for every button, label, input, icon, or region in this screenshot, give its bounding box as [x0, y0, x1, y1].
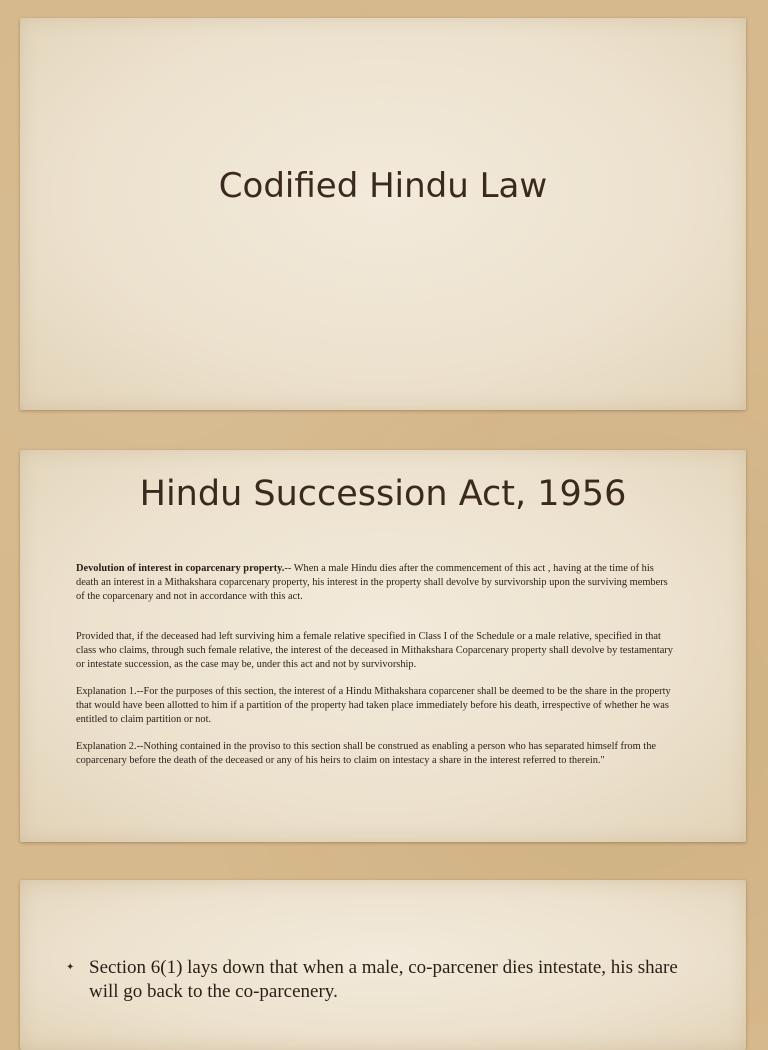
paragraph-explanation-1: Explanation 1.--For the purposes of this section, the interest of a Hindu Mithakshara coparcener shall be deemed to be the share in the property that would have been allotted to him if a partition of the property had taken place immediately before his death, irrespective of whether he was entitled to claim partition or not.	[76, 686, 671, 725]
bullet-text: Section 6(1) lays down that when a male, co-parcener dies intestate, his share will go back to the co-parcenery.	[89, 957, 678, 1002]
slide-2-body	[76, 562, 676, 781]
slide-3	[20, 880, 746, 1050]
paragraph-lead: Devolution of interest in coparcenary property.	[76, 563, 285, 574]
slide-2	[20, 450, 746, 842]
list-item	[66, 956, 706, 1004]
paragraph-text: -- When a male Hindu dies after the commencement of this act , having at the time of his death an interest in a Mithakshara coparcenary property, his interest in the property shall devolve by survivorship upon the surviving members of the coparcenary and not in accordance with this act.	[76, 563, 668, 602]
bullet-list	[66, 956, 706, 1022]
slide-1	[20, 18, 746, 410]
diamond-bullet-icon: ✦	[66, 962, 75, 973]
paragraph-explanation-2: Explanation 2.--Nothing contained in the proviso to this section shall be construed as enabling a person who has separated himself from the coparcenary before the death of the deceased or any of his heirs to claim on intestacy a share in the interest referred to therein."	[76, 741, 657, 766]
slide-2-title: Hindu Succession Act, 1956	[139, 474, 627, 514]
slide-1-title: Codified Hindu Law	[218, 166, 548, 206]
paragraph-devolution	[76, 562, 676, 604]
paragraph-proviso: Provided that, if the deceased had left surviving him a female relative specified in Class I of the Schedule or a male relative, specified in that class who claims, through such female relative, the interest of the deceased in Mithakshara Coparcenary property shall devolve by testamentary or intestate succession, as the case may be, under this act and not by survivorship.	[76, 631, 673, 670]
